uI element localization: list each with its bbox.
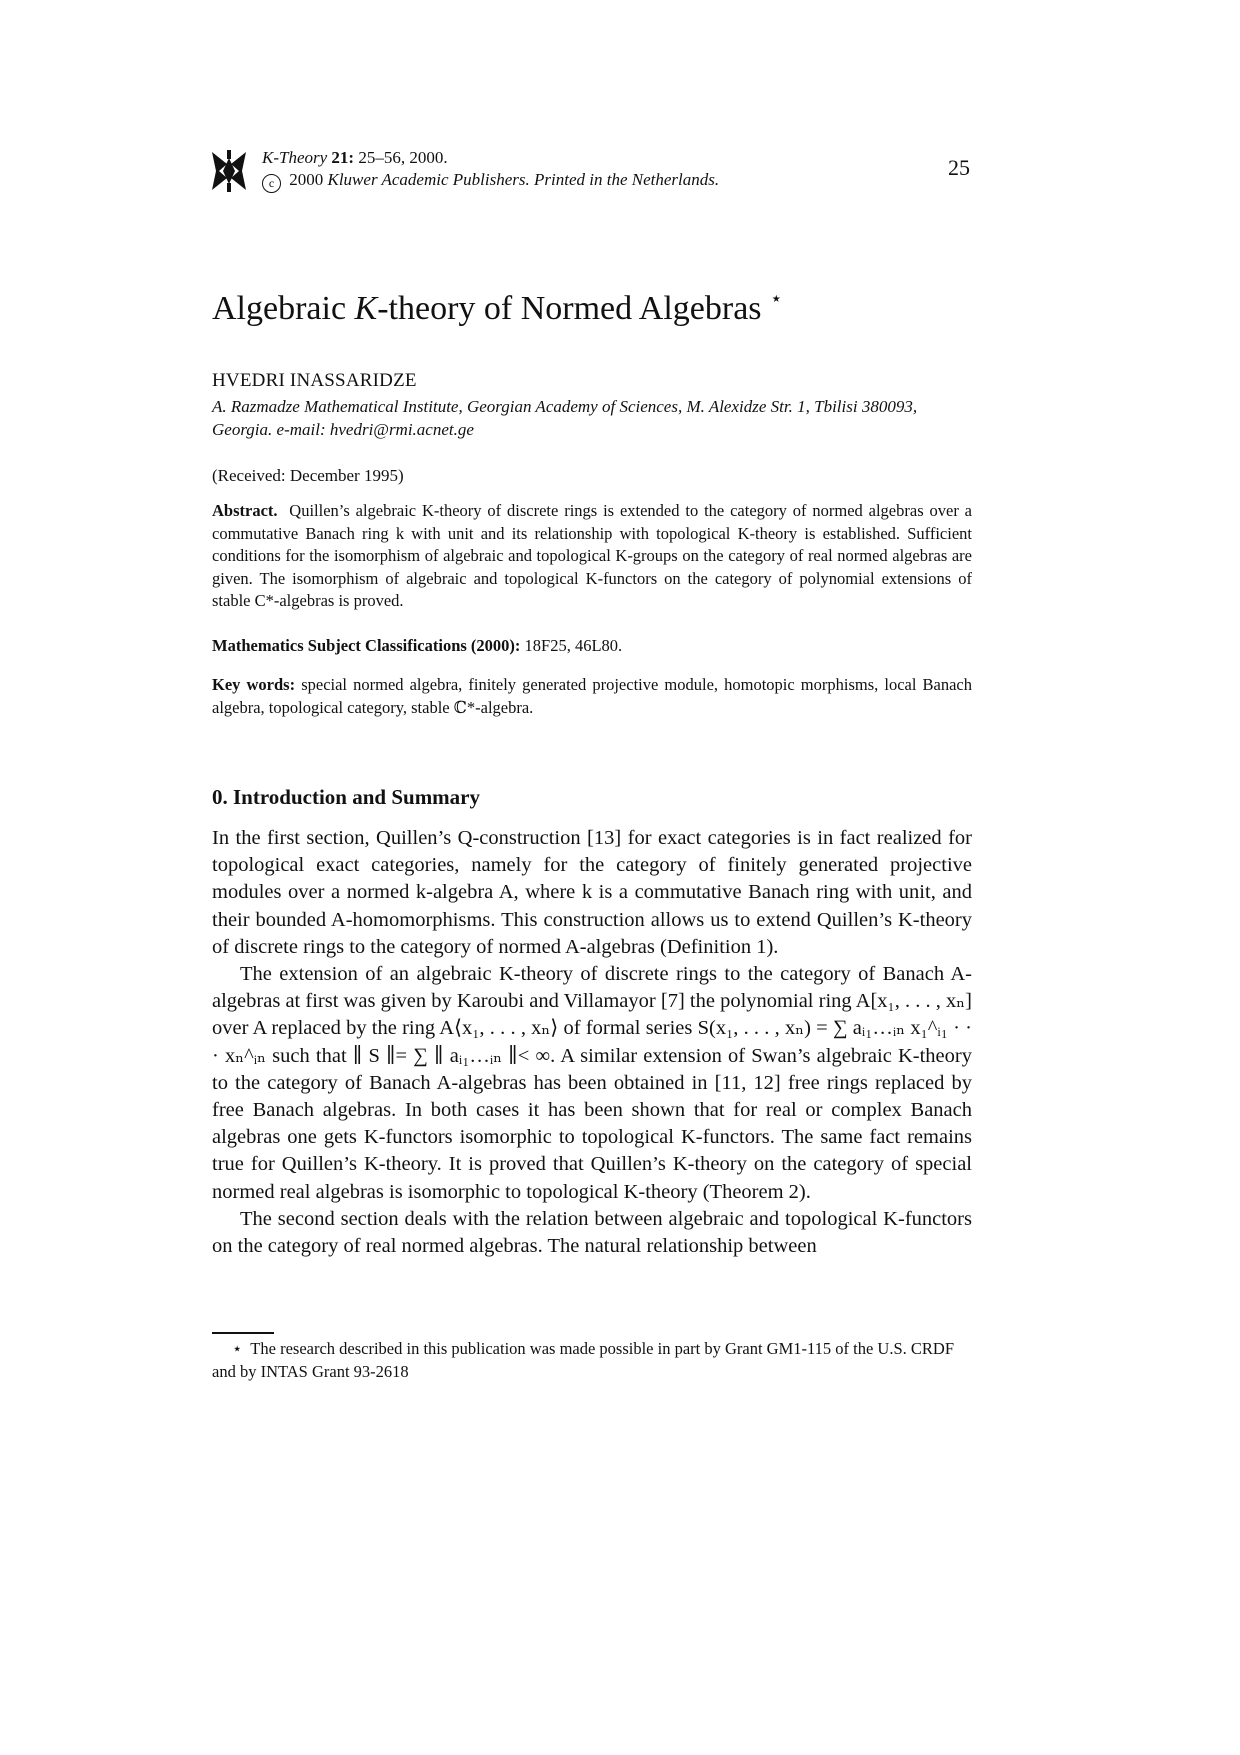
keywords bbox=[212, 674, 972, 719]
body-paragraph-1: In the first section, Quillen’s Q-construction [13] for exact categories is in fact realized for topological exact categories, namely for the category of finitely generated projective modules over a normed k-algebra A, where k is a commutative Banach ring with unit, and their bounded A-homomorphisms. This construction allows us to extend Quillen’s K-theory of discrete rings to the category of normed A-algebras (Definition 1). bbox=[212, 827, 972, 958]
printed-in: Printed in the Netherlands. bbox=[534, 170, 720, 189]
footnote-mark: ⋆ bbox=[232, 1339, 243, 1358]
journal-citation bbox=[262, 147, 448, 169]
msc-value: 18F25, 46L80. bbox=[524, 636, 623, 655]
copyright-line bbox=[262, 169, 719, 193]
journal-pages-year: 25–56, 2000. bbox=[358, 148, 448, 167]
footnote-rule bbox=[212, 1332, 274, 1334]
received-date: (Received: December 1995) bbox=[212, 466, 404, 485]
kluwer-logo-icon bbox=[212, 150, 246, 192]
page-number: 25 bbox=[948, 155, 970, 180]
keywords-label: Key words: bbox=[212, 675, 296, 694]
author-affiliation: A. Razmadze Mathematical Institute, Georgian Academy of Sciences, M. Alexidze Str. 1, Tbilisi 380093, Georgia. e-mail: hvedri@rmi.acnet.ge bbox=[212, 397, 918, 439]
footnote bbox=[212, 1338, 972, 1383]
body-paragraph-3: The second section deals with the relation between algebraic and topological K-functors on the category of real normed algebras. The natural relationship between bbox=[212, 1207, 972, 1258]
publisher: Kluwer Academic Publishers. bbox=[327, 170, 530, 189]
copyright-year: 2000 bbox=[289, 170, 324, 189]
abstract bbox=[212, 500, 972, 613]
footnote-text: The research described in this publication was made possible in part by Grant GM1-115 of the U.S. CRDF and by INTAS Grant 93-2618 bbox=[212, 1339, 955, 1381]
abstract-label: Abstract. bbox=[212, 501, 278, 520]
keywords-value: special normed algebra, finitely generated projective module, homotopic morphisms, local Banach algebra, topological category, stable ℂ*-algebra. bbox=[212, 675, 972, 717]
body-paragraph-2: The extension of an algebraic K-theory of discrete rings to the category of Banach A-algebras at first was given by Karoubi and Villamayor [7] the polynomial ring A[x₁, . . . , xₙ] over A replaced by the ring A⟨x₁, . . . , xₙ⟩ of formal series S(x₁, . . . , xₙ) = ∑ aᵢ₁…ᵢₙ x₁^ᵢ₁ · · · xₙ^ᵢₙ such that ∥ S ∥= ∑ ∥ aᵢ₁…ᵢₙ ∥< ∞. A similar extension of Swan’s algebraic K-theory to the category of Banach A-algebras has been obtained in [11, 12] free rings replaced by free Banach algebras. In both cases it has been shown that for real or complex Banach algebras one gets K-functors isomorphic to topological K-functors. The same fact remains true for Quillen’s K-theory. It is proved that Quillen’s K-theory on the category of special normed real algebras is isomorphic to topological K-theory (Theorem 2). bbox=[212, 963, 972, 1203]
msc-label: Mathematics Subject Classifications (2000): bbox=[212, 636, 521, 655]
title-footnote-mark: ⋆ bbox=[770, 288, 783, 310]
title-suffix: -theory of Normed Algebras bbox=[377, 290, 762, 327]
journal-volume: 21: bbox=[331, 148, 355, 167]
title-italic: K bbox=[354, 290, 378, 327]
paper-title bbox=[212, 278, 783, 330]
msc-classification bbox=[212, 636, 622, 656]
copyright-symbol: c bbox=[262, 174, 281, 193]
title-prefix: Algebraic bbox=[212, 290, 347, 327]
abstract-text: Quillen’s algebraic K-theory of discrete rings is extended to the category of normed algebras over a commutative Banach ring k with unit and its relationship with topological K-theory is established. Sufficient conditions for the isomorphism of algebraic and topological K-groups on the category of real normed algebras are given. The isomorphism of algebraic and topological K-functors on the category of polynomial extensions of stable C*-algebras is proved. bbox=[212, 501, 973, 610]
section-heading: 0. Introduction and Summary bbox=[212, 785, 480, 809]
journal-name: K-Theory bbox=[262, 148, 328, 167]
author-name: HVEDRI INASSARIDZE bbox=[212, 370, 417, 391]
body-text bbox=[212, 825, 972, 1260]
